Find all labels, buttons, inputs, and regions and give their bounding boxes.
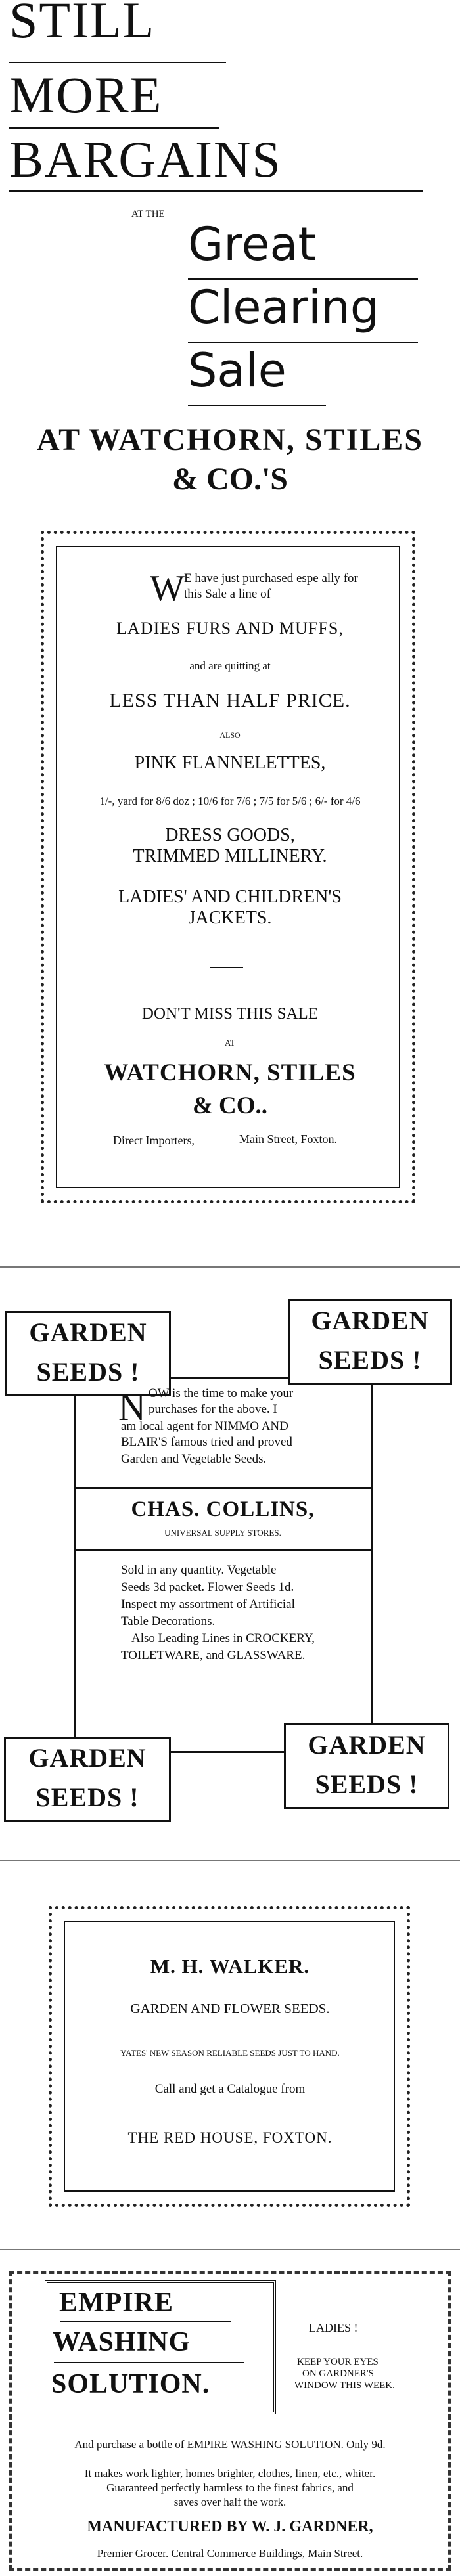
furs-line: LADIES FURS AND MUFFS,	[116, 619, 344, 638]
keep-eyes-line-2: ON GARDNER'S	[302, 2368, 374, 2379]
walker-sub: GARDEN AND FLOWER SEEDS.	[130, 2001, 330, 2016]
half-price-line: LESS THAN HALF PRICE.	[109, 690, 351, 711]
seed-line-1: GARDEN	[29, 1318, 147, 1347]
brand-line-3: SOLUTION.	[51, 2369, 210, 2399]
grocer-line: Premier Grocer. Central Commerce Buildings, Main Street.	[97, 2547, 363, 2560]
flannel-prices: 1/-, yard for 8/6 doz ; 10/6 for 7/6 ; 7/5 for 5/6 ; 6/- for 4/6	[99, 795, 361, 807]
yates-line: YATES' NEW SEASON RELIABLE SEEDS JUST TO HAND.	[120, 2048, 340, 2058]
garden-seeds-box-bottom-left	[4, 1737, 171, 1822]
rule	[188, 278, 418, 280]
rule	[9, 190, 423, 192]
jackets-line-2: JACKETS.	[188, 908, 272, 928]
brand-line-2: WASHING	[53, 2327, 191, 2357]
detail-line-4: Table Decorations.	[121, 1614, 216, 1628]
frame-line	[371, 1377, 373, 1752]
store-sub: UNIVERSAL SUPPLY STORES.	[164, 1528, 281, 1538]
at-store: AT WATCHORN, STILES	[37, 422, 423, 457]
intro-initial: W	[150, 568, 185, 609]
empire-brand-box	[45, 2280, 276, 2414]
rule	[0, 1266, 460, 1268]
dont-miss: DON'T MISS THIS SALE	[141, 1005, 319, 1023]
firm-name-2: & CO..	[192, 1092, 268, 1119]
detail-line-6: TOILETWARE, and GLASSWARE.	[121, 1649, 306, 1662]
garden-seeds-box-bottom-right	[284, 1723, 449, 1809]
quitting-line: and are quitting at	[189, 659, 271, 672]
firm-name-1: WATCHORN, STILES	[104, 1059, 356, 1086]
at-the-label: AT THE	[131, 209, 165, 219]
detail-line-3: Inspect my assortment of Artificial	[121, 1597, 295, 1611]
at-label: AT	[225, 1038, 235, 1048]
rule	[9, 127, 219, 129]
catalogue-line: Call and get a Catalogue from	[154, 2082, 306, 2096]
headline-still: STILL	[9, 0, 156, 49]
store-address: Main Street, Foxton.	[239, 1132, 337, 1145]
walker-name: M. H. WALKER.	[150, 1955, 310, 1978]
rule	[188, 405, 326, 406]
rule	[0, 2249, 460, 2250]
headline-more: MORE	[9, 66, 163, 123]
seed-line-1: GARDEN	[308, 1730, 426, 1760]
intro-line-2: this Sale a line of	[184, 587, 271, 601]
garden-seeds-box-top-right	[288, 1299, 452, 1385]
sale-title-sale: Sale	[188, 344, 287, 397]
now-line-1: OW is the time to make your	[149, 1387, 294, 1400]
seed-line-1: GARDEN	[28, 1743, 147, 1773]
rule	[0, 1860, 460, 1861]
also-label: ALSO	[219, 730, 241, 740]
intro-line-1: E have just purchased espe ally for	[184, 571, 358, 585]
underline	[60, 2321, 231, 2322]
trimmed-millinery: TRIMMED MILLINERY.	[133, 846, 327, 866]
divider	[210, 967, 243, 968]
purchase-line: And purchase a bottle of EMPIRE WASHING SOLUTION. Only 9d.	[74, 2438, 386, 2451]
frame-line	[74, 1377, 76, 1752]
ladies-line: LADIES !	[309, 2321, 358, 2334]
garden-seeds-box-top-left	[5, 1311, 171, 1396]
claim-line-2: Guaranteed perfectly harmless to the finest fabrics, and	[106, 2481, 354, 2494]
claim-line-3: saves over half the work.	[173, 2496, 287, 2508]
headline-bargains: BARGAINS	[9, 131, 282, 188]
flannelettes-line: PINK FLANNELETTES,	[134, 753, 326, 773]
frame-line	[74, 1487, 372, 1489]
red-house-line: THE RED HOUSE, FOXTON.	[127, 2129, 333, 2146]
dress-goods: DRESS GOODS,	[165, 825, 295, 845]
seed-line-2: SEEDS !	[318, 1345, 422, 1375]
keep-eyes-line-3: WINDOW THIS WEEK.	[294, 2380, 395, 2391]
store-name: CHAS. COLLINS,	[131, 1498, 315, 1521]
direct-importers: Direct Importers,	[113, 1134, 195, 1147]
seed-line-2: SEEDS !	[36, 1357, 140, 1387]
jackets-line-1: LADIES' AND CHILDREN'S	[118, 887, 342, 907]
sale-title-clearing: Clearing	[188, 280, 380, 334]
now-line-3: am local agent for NIMMO AND	[121, 1419, 288, 1433]
now-line-5: Garden and Vegetable Seeds.	[121, 1452, 267, 1466]
detail-line-5: Also Leading Lines in CROCKERY,	[131, 1632, 315, 1645]
keep-eyes-line-1: KEEP YOUR EYES	[297, 2357, 379, 2367]
underline	[54, 2362, 244, 2363]
claim-line-1: It makes work lighter, homes brighter, clothes, linen, etc., whiter.	[84, 2467, 376, 2479]
rule	[9, 62, 226, 63]
detail-line-1: Sold in any quantity. Vegetable	[121, 1563, 277, 1577]
detail-line-2: Seeds 3d packet. Flower Seeds 1d.	[121, 1580, 294, 1594]
seed-line-2: SEEDS !	[315, 1769, 419, 1799]
frame-line	[74, 1549, 372, 1551]
rule	[188, 342, 418, 343]
now-line-2: purchases for the above. I	[149, 1402, 277, 1416]
brand-line-1: EMPIRE	[59, 2288, 173, 2318]
manufactured-line: MANUFACTURED BY W. J. GARDNER,	[87, 2518, 373, 2535]
now-line-4: BLAIR'S famous tried and proved	[121, 1435, 292, 1449]
seed-line-1: GARDEN	[311, 1306, 429, 1335]
seed-line-2: SEEDS !	[35, 1783, 139, 1812]
now-initial: N	[118, 1386, 146, 1429]
at-store-co: & CO.'S	[172, 462, 288, 497]
sale-title-great: Great	[188, 217, 316, 271]
